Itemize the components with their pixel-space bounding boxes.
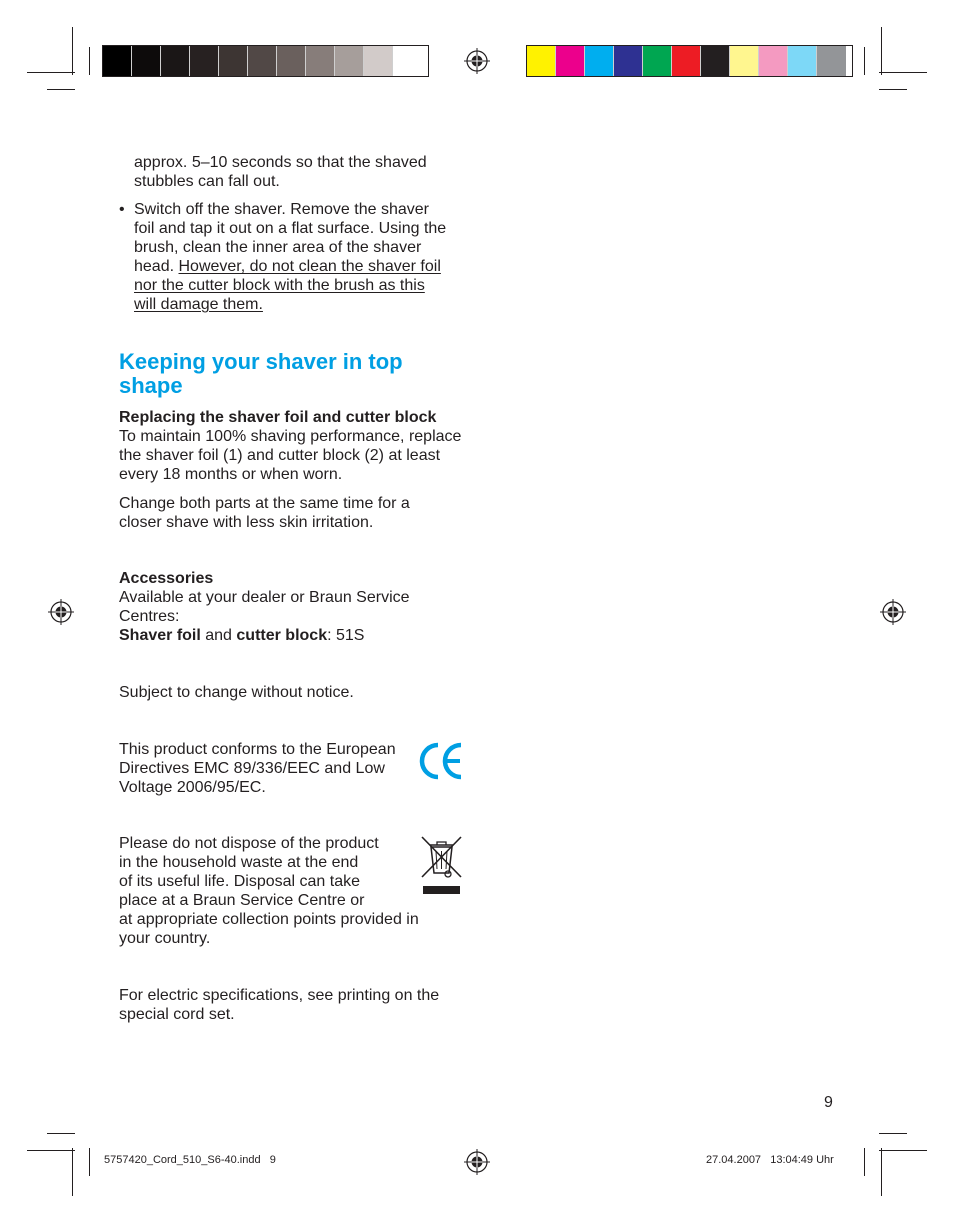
color-swatch [132,46,161,76]
accessories-paragraph [119,569,439,645]
and-text: and [200,627,237,644]
color-swatch [817,46,846,76]
color-swatch [364,46,393,76]
grayscale-color-bar [102,45,429,77]
color-swatch [219,46,248,76]
color-swatch [103,46,132,76]
color-swatch [730,46,759,76]
color-swatch [190,46,219,76]
footer-timestamp: 27.04.2007 13:04:49 Uhr [706,1154,834,1166]
disposal-paragraph [119,834,459,948]
registration-mark-icon [880,599,906,625]
crop-mark [879,1133,907,1134]
change-paragraph: Change both parts at the same time for a closer shave with less skin irritation. [119,495,410,531]
disposal-line: of its useful life. Disposal can take [119,873,361,890]
registration-mark-icon [48,599,74,625]
part-code: : 51S [327,627,365,644]
crop-mark [47,89,75,90]
registration-mark-icon [464,1149,490,1175]
accessories-heading: Accessories [119,570,214,587]
disposal-line: your country. [119,930,211,947]
crop-mark [27,72,75,73]
replacing-text: To maintain 100% shaving performance, replace the shaver foil (1) and cutter block (2) at least every 18 months or when worn. [119,428,462,483]
intro-line: approx. 5–10 seconds so that the shaved [134,154,427,171]
section-title: Keeping your shaver in top shape [119,349,403,398]
crop-mark [72,1148,73,1196]
color-swatch [643,46,672,76]
color-swatch [556,46,585,76]
crop-mark [864,1148,865,1176]
crop-mark [881,1148,882,1196]
color-swatch [306,46,335,76]
shaver-foil-label: Shaver foil [119,627,201,644]
color-swatch [614,46,643,76]
accessories-text: Available at your dealer or Braun Service Centres: [119,589,410,625]
disposal-line: Please do not dispose of the product [119,835,379,852]
ce-mark-icon [418,741,464,781]
process-color-bar [526,45,853,77]
crossed-out-wheelie-bin-icon [420,835,463,897]
color-swatch [585,46,614,76]
page-number: 9 [824,1094,833,1111]
crop-mark [27,1150,75,1151]
replacing-heading: Replacing the shaver foil and cutter block [119,409,437,426]
footer-file-name: 5757420_Cord_510_S6-40.indd 9 [104,1154,276,1166]
electric-specs-paragraph: For electric specifications, see printing on the special cord set. [119,987,440,1023]
disposal-line: in the household waste at the end [119,854,359,871]
disposal-line: at appropriate collection points provided in [119,911,419,928]
intro-paragraph [134,153,464,191]
intro-line: stubbles can fall out. [134,173,280,190]
crop-mark [47,1133,75,1134]
bullet-paragraph [134,200,450,314]
crop-mark [89,1148,90,1176]
crop-mark [879,89,907,90]
bullet-warning: However, do not clean the shaver foil nor the cutter block with the brush as this will damage them. [134,258,441,313]
color-swatch [277,46,306,76]
cutter-block-label: cutter block [236,627,328,644]
conformity-paragraph: This product conforms to the European Directives EMC 89/336/EEC and Low Voltage 2006/95/EC. [119,741,396,796]
replacing-paragraph [119,408,464,484]
color-swatch [335,46,364,76]
color-swatch [788,46,817,76]
color-swatch [701,46,730,76]
color-swatch [248,46,277,76]
crop-mark [72,27,73,75]
crop-mark [89,47,90,75]
change-notice: Subject to change without notice. [119,684,354,701]
color-swatch [759,46,788,76]
crop-mark [864,47,865,75]
crop-mark [879,72,927,73]
color-swatch [527,46,556,76]
color-swatch [672,46,701,76]
bullet-marker: • [119,201,125,218]
bullet-text: Switch off the shaver. Remove the shaver foil and tap it out on a flat surface. Using the brush, clean the inner area of the shaver head. [134,201,447,275]
color-swatch [161,46,190,76]
registration-mark-icon [464,48,490,74]
color-swatch [393,46,422,76]
crop-mark [881,27,882,75]
disposal-line: place at a Braun Service Centre or [119,892,365,909]
accessories-parts [119,626,439,645]
crop-mark [879,1150,927,1151]
